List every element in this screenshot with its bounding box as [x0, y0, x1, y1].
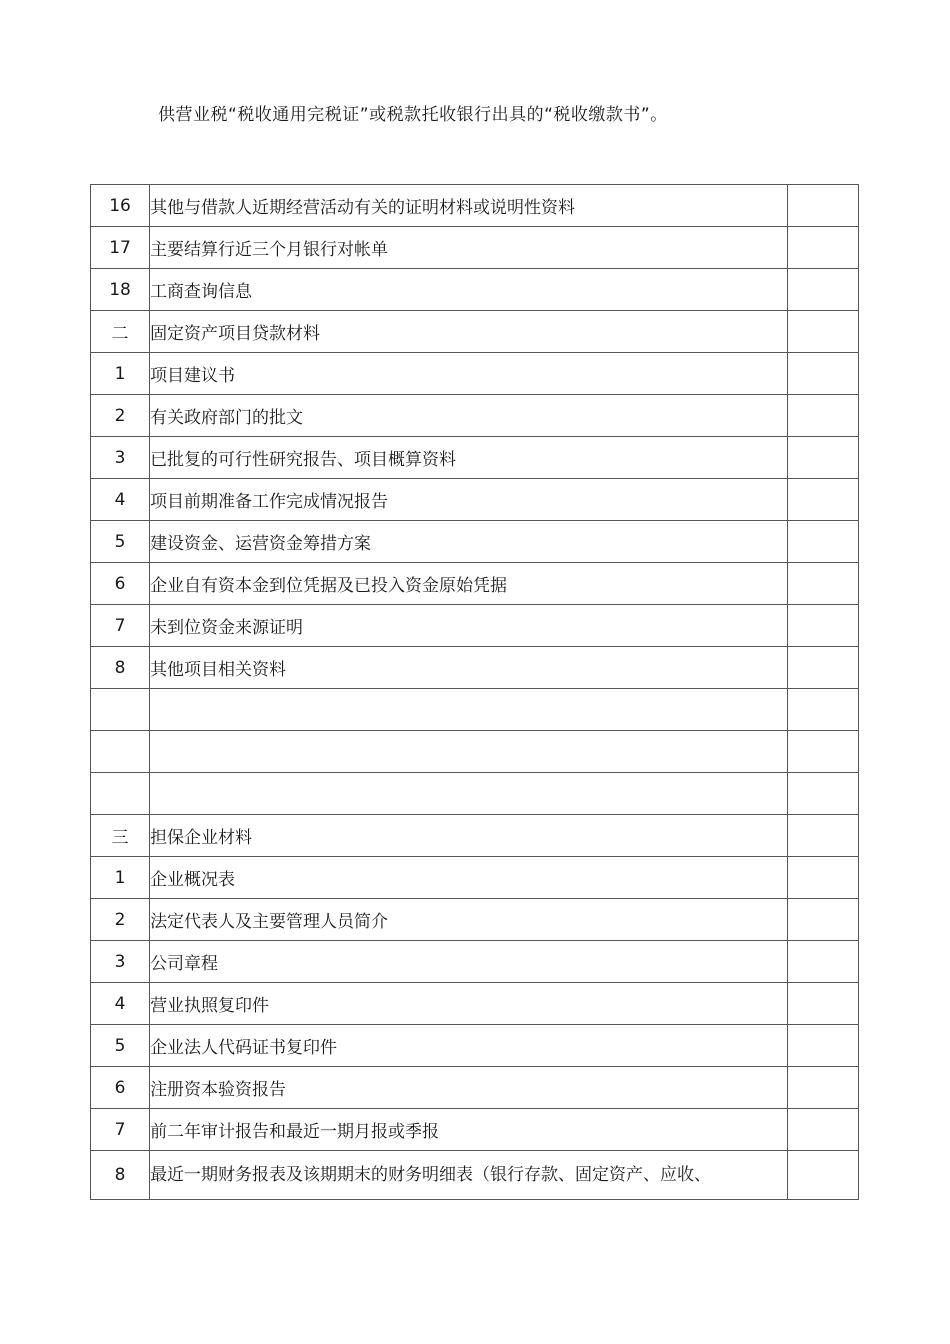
row-description: 其他项目相关资料	[150, 647, 788, 689]
row-remark-cell	[787, 1109, 858, 1151]
table-row	[91, 731, 859, 773]
table-row	[91, 563, 859, 605]
row-remark-cell	[787, 479, 858, 521]
table-row	[91, 227, 859, 269]
row-remark-cell	[787, 941, 858, 983]
row-number: 16	[91, 185, 150, 227]
row-remark-cell	[787, 185, 858, 227]
row-remark-cell	[787, 983, 858, 1025]
row-remark-cell	[787, 227, 858, 269]
row-number: 2	[91, 899, 150, 941]
row-remark-cell	[787, 815, 858, 857]
row-number: 18	[91, 269, 150, 311]
table-row	[91, 941, 859, 983]
row-number: 5	[91, 521, 150, 563]
row-remark-cell	[787, 1151, 858, 1200]
row-description	[150, 773, 788, 815]
table-row	[91, 1025, 859, 1067]
table-row	[91, 311, 859, 353]
row-number: 三	[91, 815, 150, 857]
row-number: 3	[91, 941, 150, 983]
row-number: 7	[91, 1109, 150, 1151]
row-remark-cell	[787, 521, 858, 563]
row-number: 6	[91, 563, 150, 605]
row-description: 企业自有资本金到位凭据及已投入资金原始凭据	[150, 563, 788, 605]
table-row	[91, 647, 859, 689]
materials-table	[90, 184, 859, 1200]
row-description: 工商查询信息	[150, 269, 788, 311]
row-remark-cell	[787, 899, 858, 941]
row-number: 6	[91, 1067, 150, 1109]
row-description: 项目前期准备工作完成情况报告	[150, 479, 788, 521]
row-remark-cell	[787, 731, 858, 773]
row-description: 已批复的可行性研究报告、项目概算资料	[150, 437, 788, 479]
table-row	[91, 1067, 859, 1109]
row-description: 其他与借款人近期经营活动有关的证明材料或说明性资料	[150, 185, 788, 227]
row-description: 主要结算行近三个月银行对帐单	[150, 227, 788, 269]
table-row	[91, 815, 859, 857]
row-remark-cell	[787, 353, 858, 395]
row-description	[150, 731, 788, 773]
table-row	[91, 185, 859, 227]
row-number: 1	[91, 857, 150, 899]
row-number: 1	[91, 353, 150, 395]
row-description: 固定资产项目贷款材料	[150, 311, 788, 353]
row-remark-cell	[787, 605, 858, 647]
row-description: 未到位资金来源证明	[150, 605, 788, 647]
row-description: 法定代表人及主要管理人员简介	[150, 899, 788, 941]
table-row	[91, 689, 859, 731]
row-description: 企业法人代码证书复印件	[150, 1025, 788, 1067]
row-description: 最近一期财务报表及该期期末的财务明细表（银行存款、固定资产、应收、	[150, 1151, 788, 1200]
intro-paragraph: 供营业税“税收通用完税证”或税款托收银行出具的“税收缴款书”。	[158, 105, 668, 125]
table-row	[91, 353, 859, 395]
row-number: 3	[91, 437, 150, 479]
row-number	[91, 689, 150, 731]
row-number: 8	[91, 647, 150, 689]
table-row	[91, 269, 859, 311]
row-number: 4	[91, 983, 150, 1025]
row-description: 前二年审计报告和最近一期月报或季报	[150, 1109, 788, 1151]
row-description: 建设资金、运营资金筹措方案	[150, 521, 788, 563]
table-row	[91, 1151, 859, 1200]
row-remark-cell	[787, 311, 858, 353]
table-row	[91, 437, 859, 479]
table-row	[91, 1109, 859, 1151]
row-description: 企业概况表	[150, 857, 788, 899]
table-row	[91, 983, 859, 1025]
row-description: 公司章程	[150, 941, 788, 983]
row-remark-cell	[787, 857, 858, 899]
row-description: 注册资本验资报告	[150, 1067, 788, 1109]
table-row	[91, 479, 859, 521]
row-number: 5	[91, 1025, 150, 1067]
row-number: 17	[91, 227, 150, 269]
row-description	[150, 689, 788, 731]
row-remark-cell	[787, 689, 858, 731]
row-remark-cell	[787, 437, 858, 479]
row-description: 营业执照复印件	[150, 983, 788, 1025]
table-row	[91, 395, 859, 437]
row-number	[91, 731, 150, 773]
row-number: 二	[91, 311, 150, 353]
row-remark-cell	[787, 269, 858, 311]
row-number: 7	[91, 605, 150, 647]
table-row	[91, 605, 859, 647]
row-remark-cell	[787, 647, 858, 689]
row-remark-cell	[787, 1067, 858, 1109]
row-description: 担保企业材料	[150, 815, 788, 857]
row-number	[91, 773, 150, 815]
row-remark-cell	[787, 773, 858, 815]
row-number: 2	[91, 395, 150, 437]
row-remark-cell	[787, 563, 858, 605]
row-remark-cell	[787, 1025, 858, 1067]
table-row	[91, 773, 859, 815]
table-row	[91, 899, 859, 941]
row-number: 8	[91, 1151, 150, 1200]
row-description: 有关政府部门的批文	[150, 395, 788, 437]
row-description: 项目建议书	[150, 353, 788, 395]
row-number: 4	[91, 479, 150, 521]
row-remark-cell	[787, 395, 858, 437]
table-row	[91, 857, 859, 899]
table-row	[91, 521, 859, 563]
